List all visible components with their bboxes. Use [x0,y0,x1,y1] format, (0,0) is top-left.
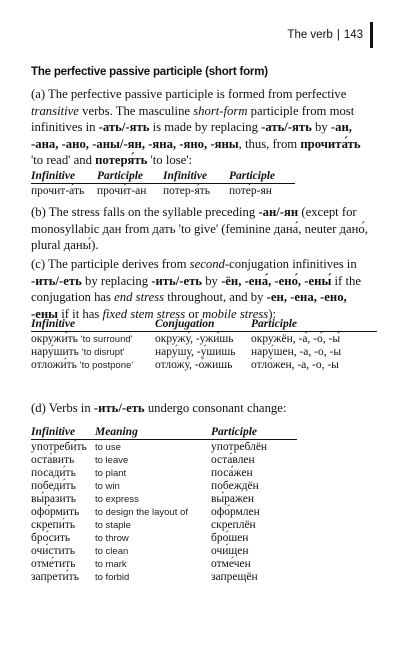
table-row [31,358,377,371]
table-cell: офо́рмить [31,506,80,518]
table-row [31,570,297,583]
column-header: Infinitive [31,318,155,332]
paragraph-b: (b) The stress falls on the syllable preceding -ан/-ян (except for monosyllabic дан from дать 'to give' (feminine дана́, neuter дано́, plural даны́). [31,205,368,252]
table-row [31,505,297,518]
table-cell: прочит-а́ть [31,185,85,197]
table-header-row [31,426,297,440]
table-header-row [31,318,377,332]
table-row [31,466,297,479]
table-cell: отложи́ть 'to postpone' [31,359,134,371]
table-cell: отложу́, -о́жишь [155,359,233,371]
column-header: Meaning [95,426,211,440]
table-cell: поса́жен [211,467,253,479]
consonant-change-table [31,426,297,583]
paragraph-a: (a) The perfective passive participle is formed from perfective transitive verbs. The masculine short-form participle from most infinitives in -ать/-ять is made by replacing -ать/-ять by -ан, -ана, -ано, -аны/-ян, -яна, -яно, -яны, thus, from прочита́ть 'to read' and потеря́ть 'to lose': [31,87,361,167]
table-cell: очи́щен [211,545,249,557]
table-cell: победи́ть [31,480,76,492]
table-cell: вы́ражен [211,493,255,505]
conjugation-table [31,318,377,371]
header-separator: | [336,29,340,41]
paragraph-c: (c) The participle derives from second-conjugation infinitives in -ить/-еть by replacing -ить/-еть by -ён, -ена́, -ено́, -ены́ if the conjugation has end stress throughout, and by -ен, -ена, -ено, -ены if it has fixed stem stress or mobile stress): [31,257,361,321]
table-row [31,332,377,346]
table-row [31,440,297,454]
column-header: Participle [211,426,297,440]
table-cell: to mark [95,558,127,570]
table-cell: вы́разить [31,493,76,505]
table-cell: отло́жен, -а, -о, -ы [251,359,339,371]
table-header-row [31,170,295,184]
table-cell: скрепи́ть [31,519,76,531]
table-cell: прочи́т-ан [97,185,147,197]
table-row [31,345,377,358]
table-cell: посади́ть [31,467,76,479]
table-cell: нару́шен, -а, -о, -ы [251,346,342,358]
column-header: Infinitive [163,170,229,184]
table-cell: скреплён [211,519,256,531]
table-row [31,479,297,492]
table-cell: to express [95,493,139,505]
column-header: Infinitive [31,170,97,184]
table-cell: бро́шен [211,532,249,544]
table-cell: запрещён [211,571,258,583]
table-cell: отме́чен [211,558,251,570]
table-row [31,531,297,544]
table-cell: отме́тить [31,558,76,570]
table-cell: очи́стить [31,545,75,557]
table-cell: окружён, -а́, -о́, -ы́ [251,333,341,345]
table-cell: to clean [95,545,129,557]
table-cell: окружу́, -ужи́шь [155,333,234,345]
table-cell: поте́р-ян [229,185,272,197]
table-cell: запрети́ть [31,571,79,583]
page-number: 143 [343,29,363,41]
table-cell: to use [95,441,121,453]
table-row [31,492,297,505]
table-cell: употреблён [211,441,268,453]
table-cell: to staple [95,519,131,531]
table-cell: to win [95,480,120,492]
participle-table-1 [31,170,295,197]
table-cell: оста́влен [211,454,255,466]
table-row [31,518,297,531]
table-cell: употреби́ть [31,441,87,453]
section-title: The perfective passive participle (short form) [31,66,268,78]
table-cell: to design the layout of [95,506,188,518]
running-header [287,22,373,48]
table-cell: офо́рмлен [211,506,260,518]
table-cell: to plant [95,467,127,479]
table-cell: окружи́ть 'to surround' [31,333,133,345]
table-cell: to forbid [95,571,130,583]
table-cell: нару́шить 'to disrupt' [31,346,125,358]
table-row [31,544,297,557]
table-row [31,184,295,198]
column-header: Infinitive [31,426,95,440]
column-header: Participle [97,170,163,184]
column-header: Participle [229,170,295,184]
table-cell: to leave [95,454,129,466]
table-cell: бро́сить [31,532,71,544]
paragraph-d: (d) Verbs in -ить/-еть undergo consonant change: [31,401,287,415]
table-cell: to throw [95,532,129,544]
table-cell: оста́вить [31,454,75,466]
header-rule [370,22,373,48]
column-header: Participle [251,318,377,332]
table-cell: потер-я́ть [163,185,211,197]
table-cell: нару́шу, -у́шишь [155,346,236,358]
table-cell: побеждён [211,480,259,492]
table-row [31,557,297,570]
header-title: The verb [287,29,333,41]
table-row [31,453,297,466]
column-header: Conjugation [155,318,251,332]
